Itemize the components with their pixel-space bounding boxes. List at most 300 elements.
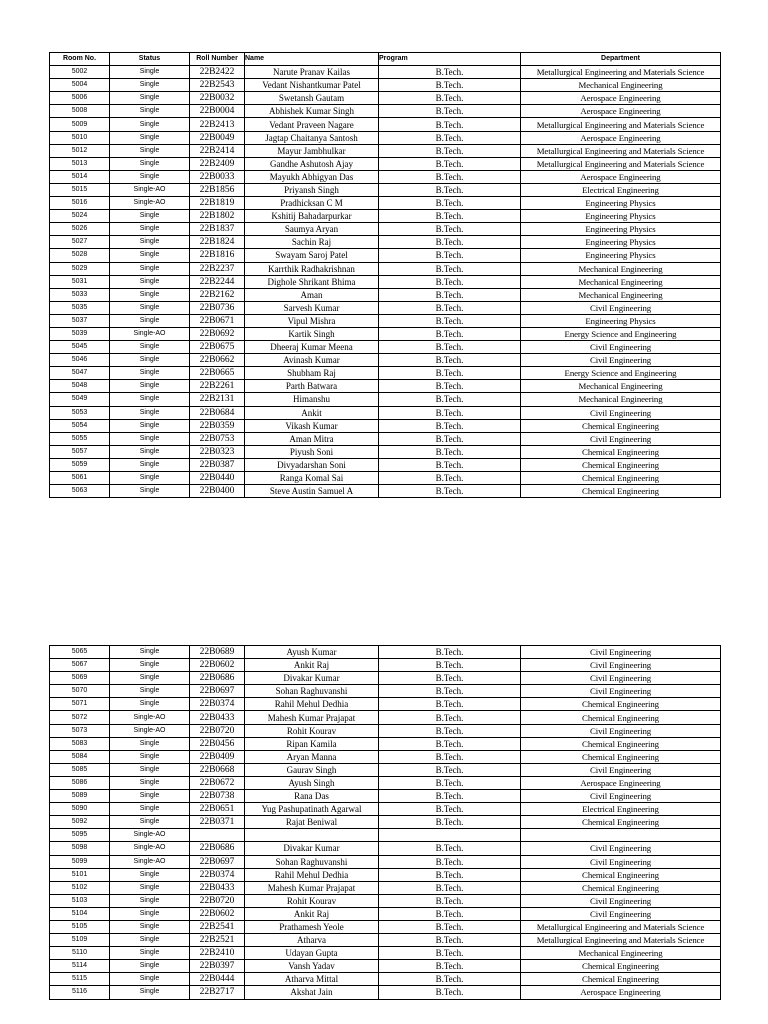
room-no-cell: 5015 [50,183,110,196]
room-no-cell: 5090 [50,803,110,816]
name-cell: Vedant Praveen Nagare [245,118,379,131]
table-row [50,829,721,842]
roll-number-cell: 22B2413 [190,118,245,131]
department-cell: Engineering Physics [521,314,721,327]
roll-number-cell: 22B0736 [190,301,245,314]
department-cell: Aerospace Engineering [521,170,721,183]
roll-number-cell: 22B0720 [190,724,245,737]
room-no-cell: 5049 [50,393,110,406]
department-cell: Civil Engineering [521,301,721,314]
name-cell: Rohit Kourav [245,724,379,737]
department-cell: Engineering Physics [521,249,721,262]
status-cell: Single [110,472,190,485]
name-cell: Ankit Raj [245,659,379,672]
table-row [50,66,721,79]
status-cell: Single [110,737,190,750]
name-cell: Sohan Raghuvanshi [245,685,379,698]
room-no-cell: 5103 [50,894,110,907]
table-row [50,393,721,406]
name-cell: Divakar Kumar [245,672,379,685]
department-cell: Mechanical Engineering [521,380,721,393]
table-row [50,354,721,367]
roll-number-cell: 22B0323 [190,445,245,458]
table-row [50,842,721,855]
room-no-cell: 5016 [50,197,110,210]
status-cell: Single [110,432,190,445]
program-cell: B.Tech. [379,894,521,907]
program-cell: B.Tech. [379,197,521,210]
department-cell: Engineering Physics [521,210,721,223]
department-cell: Engineering Physics [521,197,721,210]
room-no-cell: 5089 [50,790,110,803]
roll-number-cell: 22B2422 [190,66,245,79]
room-allocation-table-1 [49,52,721,498]
name-cell: Mayukh Abhigyan Das [245,170,379,183]
department-cell: Electrical Engineering [521,803,721,816]
table-row [50,881,721,894]
table-row [50,934,721,947]
program-cell: B.Tech. [379,157,521,170]
table-row [50,314,721,327]
roll-number-cell: 22B0692 [190,327,245,340]
department-cell: Civil Engineering [521,907,721,920]
room-no-cell: 5059 [50,458,110,471]
name-cell: Rana Das [245,790,379,803]
room-no-cell: 5101 [50,868,110,881]
department-cell: Mechanical Engineering [521,288,721,301]
status-cell: Single [110,380,190,393]
name-cell: Rohit Kourav [245,894,379,907]
table-row [50,750,721,763]
table-row [50,367,721,380]
table-row [50,763,721,776]
roll-number-cell: 22B0371 [190,816,245,829]
name-cell: Mahesh Kumar Prajapat [245,881,379,894]
roll-number-cell: 22B2162 [190,288,245,301]
department-cell: Chemical Engineering [521,485,721,498]
table-row [50,223,721,236]
name-cell: Sohan Raghuvanshi [245,855,379,868]
program-cell: B.Tech. [379,790,521,803]
department-cell: Energy Science and Engineering [521,327,721,340]
status-cell: Single [110,790,190,803]
status-cell: Single-AO [110,711,190,724]
roll-number-cell: 22B2237 [190,262,245,275]
status-cell: Single [110,406,190,419]
department-cell: Mechanical Engineering [521,262,721,275]
program-cell: B.Tech. [379,314,521,327]
table-row [50,157,721,170]
department-cell: Metallurgical Engineering and Materials Science [521,934,721,947]
department-cell: Aerospace Engineering [521,92,721,105]
department-cell: Electrical Engineering [521,183,721,196]
room-no-cell: 5002 [50,66,110,79]
program-cell: B.Tech. [379,118,521,131]
name-cell: Karrthik Radhakrishnan [245,262,379,275]
table-row [50,275,721,288]
roll-number-cell [190,829,245,842]
room-no-cell: 5067 [50,659,110,672]
name-cell: Himanshu [245,393,379,406]
room-no-cell: 5104 [50,907,110,920]
program-cell: B.Tech. [379,698,521,711]
room-no-cell: 5063 [50,485,110,498]
status-cell: Single [110,445,190,458]
table-row [50,445,721,458]
department-cell: Chemical Engineering [521,711,721,724]
name-cell: Ripan Kamila [245,737,379,750]
program-cell: B.Tech. [379,380,521,393]
name-cell: Yug Pashupatinath Agarwal [245,803,379,816]
roll-number-cell: 22B0671 [190,314,245,327]
status-cell: Single [110,685,190,698]
table-row [50,960,721,973]
room-no-cell: 5069 [50,672,110,685]
status-cell: Single [110,868,190,881]
roll-number-cell: 22B2717 [190,986,245,999]
status-cell: Single [110,170,190,183]
room-no-cell: 5102 [50,881,110,894]
department-cell: Civil Engineering [521,646,721,659]
status-cell: Single [110,275,190,288]
room-no-cell: 5110 [50,947,110,960]
roll-number-cell: 22B0444 [190,973,245,986]
department-cell: Metallurgical Engineering and Materials Science [521,118,721,131]
name-cell: Aryan Manna [245,750,379,763]
program-cell: B.Tech. [379,223,521,236]
name-cell: Divakar Kumar [245,842,379,855]
room-allocation-table-2 [49,645,721,1000]
room-no-cell: 5028 [50,249,110,262]
status-cell: Single [110,419,190,432]
room-no-cell: 5054 [50,419,110,432]
program-cell: B.Tech. [379,803,521,816]
roll-number-cell: 22B0602 [190,659,245,672]
table-row [50,288,721,301]
room-no-cell: 5086 [50,776,110,789]
room-no-cell: 5057 [50,445,110,458]
status-cell: Single-AO [110,855,190,868]
roll-number-cell: 22B0720 [190,894,245,907]
name-cell: Ankit Raj [245,907,379,920]
department-cell: Chemical Engineering [521,737,721,750]
status-cell: Single-AO [110,183,190,196]
department-cell: Chemical Engineering [521,881,721,894]
department-cell: Civil Engineering [521,894,721,907]
name-cell: Ranga Komal Sai [245,472,379,485]
room-no-cell: 5039 [50,327,110,340]
room-no-cell: 5084 [50,750,110,763]
room-no-cell: 5072 [50,711,110,724]
table-row [50,816,721,829]
program-cell: B.Tech. [379,262,521,275]
program-cell: B.Tech. [379,419,521,432]
room-no-cell: 5065 [50,646,110,659]
status-cell: Single [110,776,190,789]
program-cell: B.Tech. [379,659,521,672]
status-cell: Single [110,157,190,170]
room-no-cell: 5004 [50,79,110,92]
name-cell [245,829,379,842]
status-cell: Single [110,881,190,894]
department-cell: Civil Engineering [521,659,721,672]
status-cell: Single [110,659,190,672]
name-cell: Narute Pranav Kailas [245,66,379,79]
department-cell: Civil Engineering [521,724,721,737]
roll-number-cell: 22B0374 [190,698,245,711]
roll-number-cell: 22B0049 [190,131,245,144]
status-cell: Single-AO [110,829,190,842]
roll-number-cell: 22B2414 [190,144,245,157]
name-cell: Dighole Shrikant Bhima [245,275,379,288]
roll-number-cell: 22B0433 [190,881,245,894]
table-row [50,406,721,419]
table-row [50,776,721,789]
status-cell: Single [110,262,190,275]
table-row [50,790,721,803]
table-row [50,458,721,471]
department-cell: Aerospace Engineering [521,105,721,118]
program-cell: B.Tech. [379,288,521,301]
table-row [50,380,721,393]
status-cell: Single [110,354,190,367]
room-no-cell: 5010 [50,131,110,144]
department-cell: Chemical Engineering [521,458,721,471]
name-cell: Shubham Raj [245,367,379,380]
table-row [50,249,721,262]
name-cell: Atharva [245,934,379,947]
status-cell: Single [110,131,190,144]
program-cell: B.Tech. [379,986,521,999]
roll-number-cell: 22B0668 [190,763,245,776]
name-cell: Rahil Mehul Dedhia [245,868,379,881]
room-no-cell: 5014 [50,170,110,183]
status-cell: Single [110,816,190,829]
name-cell: Gandhe Ashutosh Ajay [245,157,379,170]
room-no-cell: 5035 [50,301,110,314]
status-cell: Single [110,973,190,986]
table-row [50,894,721,907]
table-row [50,947,721,960]
status-cell: Single-AO [110,197,190,210]
department-cell: Civil Engineering [521,432,721,445]
program-cell: B.Tech. [379,485,521,498]
status-cell: Single [110,947,190,960]
roll-number-cell: 22B2131 [190,393,245,406]
header-status: Status [110,53,190,66]
roll-number-cell: 22B0738 [190,790,245,803]
room-no-cell: 5098 [50,842,110,855]
status-cell: Single [110,144,190,157]
table-row [50,920,721,933]
program-cell: B.Tech. [379,66,521,79]
program-cell: B.Tech. [379,393,521,406]
status-cell: Single [110,485,190,498]
table-row [50,711,721,724]
room-no-cell: 5061 [50,472,110,485]
room-no-cell: 5024 [50,210,110,223]
status-cell: Single [110,894,190,907]
name-cell: Ayush Kumar [245,646,379,659]
name-cell: Jagtap Chaitanya Santosh [245,131,379,144]
name-cell: Abhishek Kumar Singh [245,105,379,118]
status-cell: Single [110,698,190,711]
roll-number-cell: 22B1856 [190,183,245,196]
department-cell: Civil Engineering [521,763,721,776]
status-cell: Single [110,907,190,920]
program-cell: B.Tech. [379,341,521,354]
program-cell: B.Tech. [379,92,521,105]
name-cell: Aman [245,288,379,301]
room-no-cell: 5008 [50,105,110,118]
roll-number-cell: 22B0651 [190,803,245,816]
department-cell: Chemical Engineering [521,445,721,458]
table-row [50,92,721,105]
roll-number-cell: 22B0697 [190,685,245,698]
room-no-cell: 5070 [50,685,110,698]
roll-number-cell: 22B0686 [190,842,245,855]
table-row [50,907,721,920]
room-no-cell: 5116 [50,986,110,999]
status-cell: Single [110,986,190,999]
department-cell: Metallurgical Engineering and Materials Science [521,66,721,79]
roll-number-cell: 22B0033 [190,170,245,183]
table-row [50,685,721,698]
table-2-body [50,646,721,1000]
name-cell: Vikash Kumar [245,419,379,432]
roll-number-cell: 22B2244 [190,275,245,288]
status-cell: Single [110,393,190,406]
name-cell: Gaurav Singh [245,763,379,776]
status-cell: Single [110,92,190,105]
roll-number-cell: 22B0684 [190,406,245,419]
table-row [50,868,721,881]
department-cell: Chemical Engineering [521,816,721,829]
department-cell: Engineering Physics [521,236,721,249]
table-row [50,737,721,750]
name-cell: Vansh Yadav [245,960,379,973]
name-cell: Prathamesh Yeole [245,920,379,933]
table-row [50,210,721,223]
department-cell: Chemical Engineering [521,472,721,485]
program-cell: B.Tech. [379,445,521,458]
roll-number-cell: 22B0409 [190,750,245,763]
name-cell: Sarvesh Kumar [245,301,379,314]
program-cell: B.Tech. [379,724,521,737]
room-no-cell: 5085 [50,763,110,776]
program-cell: B.Tech. [379,842,521,855]
department-cell: Civil Engineering [521,855,721,868]
room-no-cell: 5009 [50,118,110,131]
status-cell: Single [110,66,190,79]
department-cell [521,829,721,842]
program-cell: B.Tech. [379,947,521,960]
room-no-cell: 5099 [50,855,110,868]
program-cell: B.Tech. [379,776,521,789]
room-no-cell: 5012 [50,144,110,157]
program-cell: B.Tech. [379,881,521,894]
room-no-cell: 5027 [50,236,110,249]
table-row [50,79,721,92]
name-cell: Avinash Kumar [245,354,379,367]
header-row [50,53,721,66]
roll-number-cell: 22B1824 [190,236,245,249]
department-cell: Aerospace Engineering [521,986,721,999]
room-no-cell: 5006 [50,92,110,105]
table-row [50,472,721,485]
roll-number-cell: 22B0456 [190,737,245,750]
program-cell: B.Tech. [379,170,521,183]
roll-number-cell: 22B1837 [190,223,245,236]
roll-number-cell: 22B2410 [190,947,245,960]
table-row [50,131,721,144]
status-cell: Single-AO [110,842,190,855]
roll-number-cell: 22B0387 [190,458,245,471]
program-cell: B.Tech. [379,367,521,380]
table-row [50,262,721,275]
program-cell: B.Tech. [379,472,521,485]
program-cell: B.Tech. [379,816,521,829]
name-cell: Divyadarshan Soni [245,458,379,471]
program-cell: B.Tech. [379,711,521,724]
room-no-cell: 5073 [50,724,110,737]
roll-number-cell: 22B0686 [190,672,245,685]
name-cell: Atharva Mittal [245,973,379,986]
department-cell: Energy Science and Engineering [521,367,721,380]
name-cell: Steve Austin Samuel A [245,485,379,498]
program-cell: B.Tech. [379,144,521,157]
status-cell: Single [110,367,190,380]
name-cell: Mayur Jambhulkar [245,144,379,157]
name-cell: Swayam Saroj Patel [245,249,379,262]
status-cell: Single [110,750,190,763]
roll-number-cell: 22B2521 [190,934,245,947]
room-no-cell: 5053 [50,406,110,419]
roll-number-cell: 22B1819 [190,197,245,210]
department-cell: Aerospace Engineering [521,776,721,789]
roll-number-cell: 22B0662 [190,354,245,367]
header-roll-number: Roll Number [190,53,245,66]
program-cell: B.Tech. [379,646,521,659]
room-no-cell: 5105 [50,920,110,933]
status-cell: Single [110,458,190,471]
name-cell: Vedant Nishantkumar Patel [245,79,379,92]
name-cell: Rahil Mehul Dedhia [245,698,379,711]
program-cell: B.Tech. [379,750,521,763]
roll-number-cell: 22B0400 [190,485,245,498]
table-row [50,183,721,196]
name-cell: Kartik Singh [245,327,379,340]
program-cell: B.Tech. [379,763,521,776]
table-row [50,803,721,816]
program-cell: B.Tech. [379,920,521,933]
roll-number-cell: 22B0374 [190,868,245,881]
program-cell: B.Tech. [379,458,521,471]
status-cell: Single [110,105,190,118]
program-cell: B.Tech. [379,236,521,249]
status-cell: Single [110,763,190,776]
program-cell: B.Tech. [379,249,521,262]
roll-number-cell: 22B0697 [190,855,245,868]
program-cell: B.Tech. [379,855,521,868]
table-row [50,659,721,672]
department-cell: Civil Engineering [521,685,721,698]
table-row [50,170,721,183]
roll-number-cell: 22B2409 [190,157,245,170]
room-no-cell: 5045 [50,341,110,354]
roll-number-cell: 22B2541 [190,920,245,933]
room-no-cell: 5092 [50,816,110,829]
